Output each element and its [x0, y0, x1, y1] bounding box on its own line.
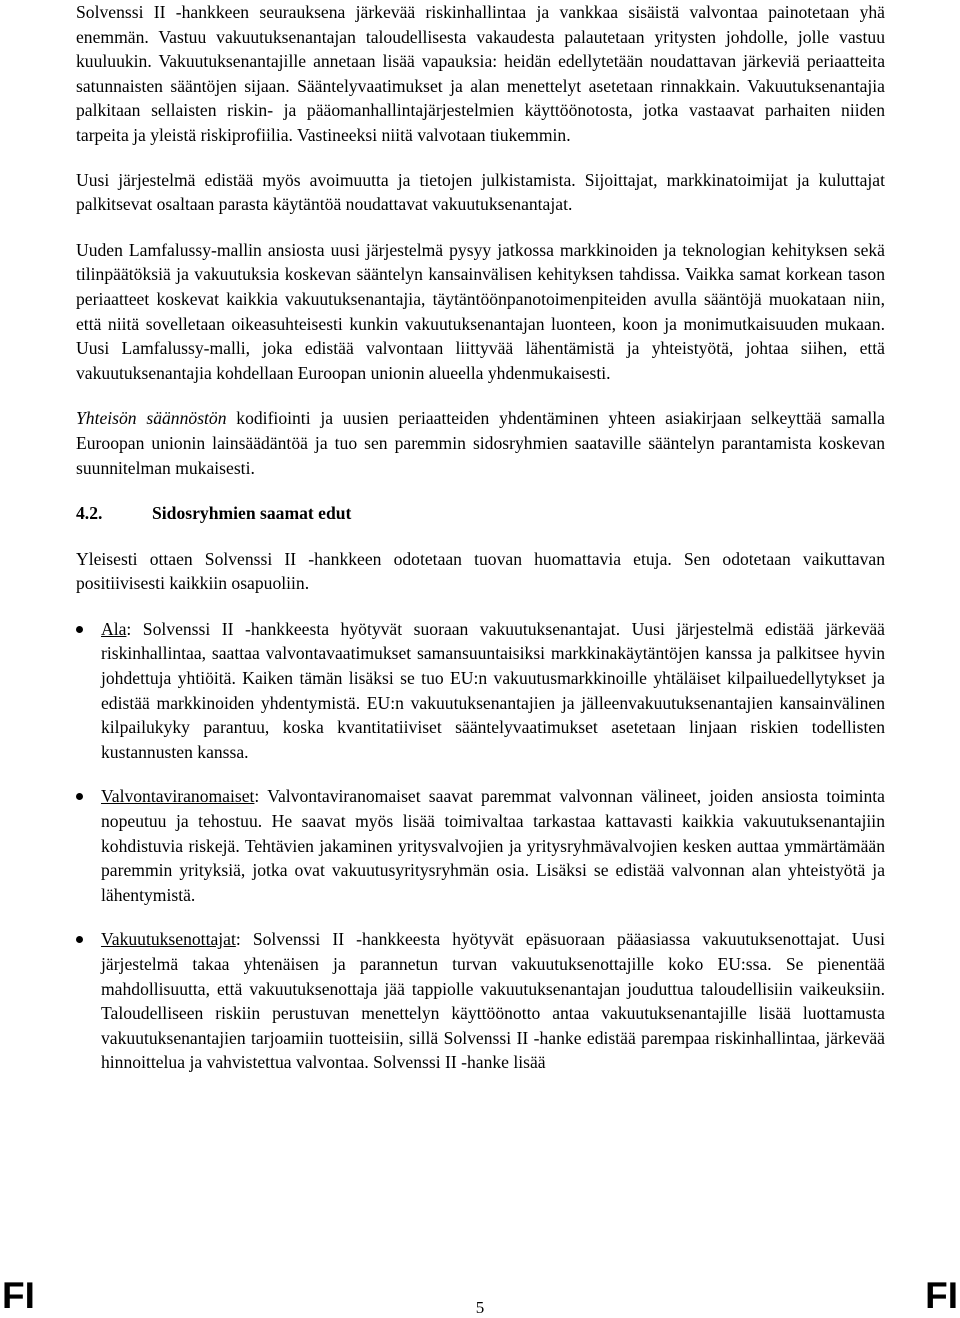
document-page	[76, 0, 885, 1075]
bullet-term: Valvontaviranomaiset	[101, 786, 255, 807]
paragraph-transparency: Uusi järjestelmä edistää myös avoimuutta ja tietojen julkistamista. Sijoittajat, markkinatoimijat ja kuluttajat palkitsevat osaltaan parasta käytäntöä noudattavat vakuutuksenantajat.	[76, 169, 885, 215]
list-item	[76, 784, 885, 907]
bullet-text	[101, 784, 885, 907]
bullet-text	[101, 927, 885, 1075]
list-item	[76, 927, 885, 1075]
bullet-body: : Valvontaviranomaiset saavat paremmat valvonnan välineet, joiden ansiosta toiminta nopeutuu ja tehostuu. He saavat myös lisää toimivaltaa tarkastaa kattavasti kaikkia vakuutuksenantajiin kohdistuvia riskejä. Tehtävien jakaminen yritysvalvojien ja yritysryhmävalvojien kesken auttaa ymmärtämään paremmin yrityksiä, jotka ovat vakuutusyritysryhmän osia. Lisäksi se edistää valvonnan alan yhteistyötä ja lähentymistä.	[101, 786, 885, 905]
paragraph-benefits-intro: Yleisesti ottaen Solvenssi II -hankkeen odotetaan tuovan huomattavia etuja. Sen odotetaan vaikuttavan positiivisesti kaikkiin osapuoliin.	[76, 548, 885, 594]
section-title: Sidosryhmien saamat edut	[152, 503, 352, 524]
page-number: 5	[475, 1298, 485, 1317]
bullet-term: Ala	[101, 618, 127, 639]
bullet-term: Vakuutuksenottajat	[101, 929, 236, 950]
footer-language-code-left: FI	[2, 1275, 35, 1316]
footer-language-code-right: FI	[925, 1275, 958, 1316]
codification-term: Yhteisön säännöstön	[76, 408, 227, 429]
paragraph-risk-management: Solvenssi II -hankkeen seurauksena järkevää riskinhallintaa ja vankkaa sisäistä valvontaa painotetaan yhä enemmän. Vastuu vakuutuksenantajan taloudellisesta vakaudesta palautetaan yritysten johdolle, jolle vastuu kuuluukin. Vakuutuksenantajille annetaan lisää vapauksia: heidän edellytetään noudattavan järkeviä periaatteita satunnaisten sääntöjen sijaan. Sääntelyvaatimukset ja alan menettelyt asetetaan rinnakkain. Vakuutuksenantajia palkitaan sellaisten riskin- ja pääomanhallintajärjestelmien käyttöönotosta, jotka vastaavat parhaiten niiden tarpeita ja yleistä riskiprofiilia. Vastineeksi niitä valvotaan tiukemmin.	[76, 2, 885, 145]
bullet-icon	[76, 793, 83, 800]
stakeholder-benefits-list	[76, 617, 885, 1075]
bullet-text	[101, 617, 885, 765]
list-item	[76, 617, 885, 765]
bullet-icon	[76, 936, 83, 943]
section-heading	[76, 501, 885, 526]
paragraph-codification	[76, 406, 885, 480]
bullet-body: : Solvenssi II -hankkeesta hyötyvät epäsuoraan pääasiassa vakuutuksenottajat. Uusi järjestelmä takaa yhtenäisen ja parannetun turvan vakuutuksenottajille koko EU:ssa. Se pienentää mahdollisuutta, että vakuutuksenottaja jää tappiolle vakuutuksenantajan jouduttua taloudellisiin vaikeuksiin. Taloudelliseen riskiin perustuvan menettelyn käyttöönotto antaa vakuutuksenantajille lisää luottamusta vakuutuksenantajien tarjoamiin tuotteisiin, sillä Solvenssi II -hanke edistää parempaa riskinhallintaa, järkevää hinnoittelua ja vahvistettua valvontaa. Solvenssi II -hanke lisää	[101, 929, 885, 1073]
bullet-body: : Solvenssi II -hankkeesta hyötyvät suoraan vakuutuksenantajat. Uusi järjestelmä edistää järkevää riskinhallintaa, saattaa valvontavaatimukset samansuuntaisiksi markkinakäytäntöjen kanssa ja palkitsee hyvin johdettuja yhtiöitä. Kaiken tämän lisäksi se tuo EU:n vakuutusmarkkinoille yhtäläiset kilpailuedellytykset ja edistää markkinoiden yhdentymistä. EU:n vakuutuksenantajien ja jälleenvakuutuksenantajien kansainvälinen kilpailukyky parantuu, koska kvantitatiiviset sääntelyvaatimukset asetetaan linjaan riskien todellisten kustannusten kanssa.	[101, 618, 885, 762]
section-number: 4.2.	[76, 503, 103, 524]
paragraph-lamfalussy: Uuden Lamfalussy-mallin ansiosta uusi järjestelmä pysyy jatkossa markkinoiden ja teknologian kehityksen sekä tilinpäätöksiä ja vakuutuksia koskevan sääntelyn kansainvälisen kehityksen tahdissa. Vaikka samat korkean tason periaatteet koskevat kaikkia vakuutuksenantajia, täytäntöönpanotoimenpiteiden avulla sääntöjä muokataan niin, että niitä sovelletaan oikeasuhteisesti kunkin vakuutuksenantajan luonteen, koon ja monimutkaisuuden mukaan. Uusi Lamfalussy-malli, joka edistää valvontaan liittyvää lähentämistä ja yhteistyötä, johtaa siihen, että vakuutuksenantajia kohdellaan Euroopan unionin alueella yhdenmukaisesti.	[76, 239, 885, 383]
bullet-icon	[76, 626, 83, 633]
codification-text: kodifiointi ja uusien periaatteiden yhdentäminen yhteen asiakirjaan selkeyttää samalla Euroopan unionin lainsäädäntöä ja tuo sen paremmin sidosryhmien saataville sääntelyn parantamista koskevan suunnitelman mukaisesti.	[76, 408, 885, 478]
